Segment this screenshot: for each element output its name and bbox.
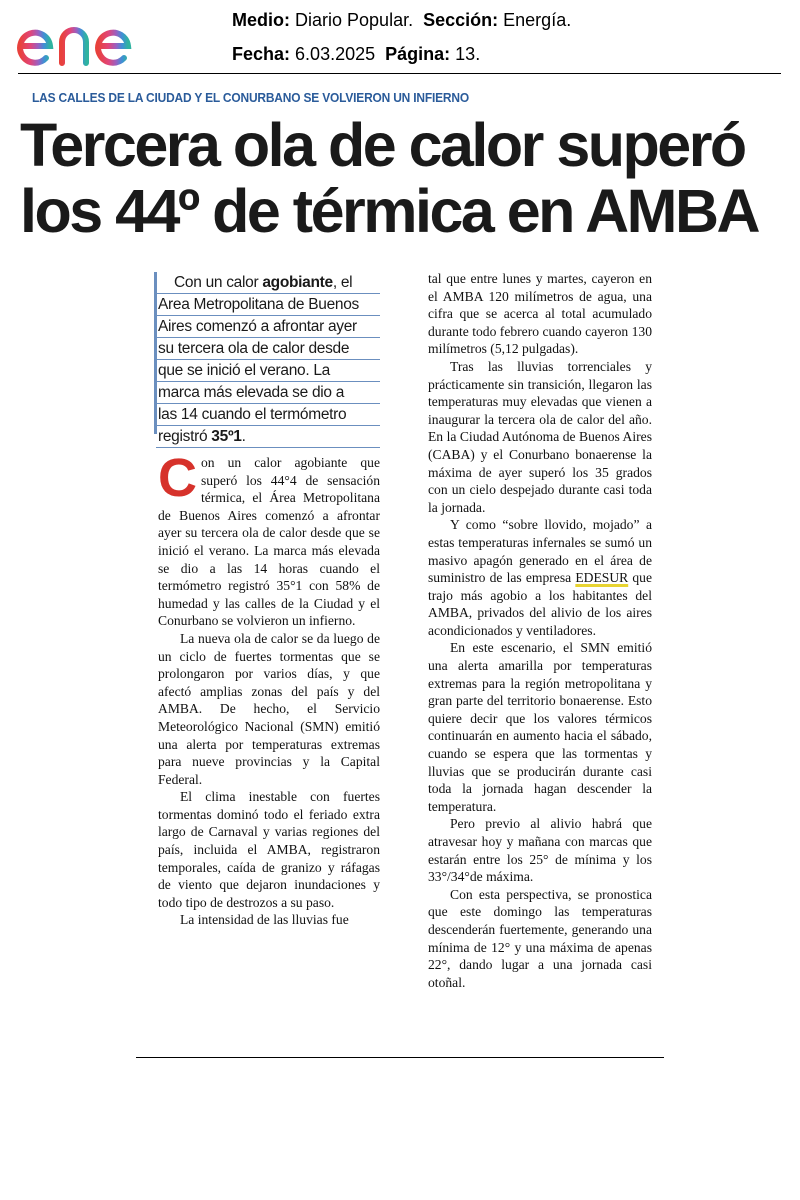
lede-line: marca más elevada se dio a (156, 382, 380, 404)
lede-line: las 14 cuando el termómetro (156, 404, 380, 426)
lede-line: Area Metropolitana de Buenos (156, 294, 380, 316)
kicker: LAS CALLES DE LA CIUDAD Y EL CONURBANO SE VOLVIERON UN INFIERNO (32, 90, 469, 105)
headline (20, 112, 790, 244)
column-right (428, 270, 652, 991)
bottom-divider (136, 1057, 664, 1058)
lede-line: Aires comenzó a afrontar ayer (156, 316, 380, 338)
column-left (158, 448, 380, 929)
paragraph: El clima inestable con fuertes tormentas dominó todo el feriado extra largo de Carnaval y varias regiones del país, incluida el AMBA, registraron temporales, caída de granizo y ráfagas de viento que dejaron inundaciones y todo tipo de destrozos a su paso. (158, 789, 380, 910)
paragraph: Pero previo al alivio habrá que atravesar hoy y mañana con marcas que estarán entre los 25° de mínima y los 33°/34°de máxima. (428, 816, 652, 885)
dropcap: C (158, 448, 197, 508)
lede (156, 272, 380, 448)
paragraph: En este escenario, el SMN emitió una alerta amarilla por temperaturas extremas para la región metropolitana y gran parte del territorio bonaerense. Esto quiere decir que los valores térmicos continuarán en aumento hacia el sábado, cuando se espera que las tormentas y lluvias que se producirán durante casi toda la jornada hagan descender la temperatura. (428, 640, 652, 814)
paragraph: La intensidad de las lluvias fue (180, 912, 349, 928)
header-divider (18, 73, 781, 74)
paragraph: Y como “sobre llovido, mojado” a estas temperaturas infernales se sumó un masivo apagón generado en el área de suministro de las empresa EDESUR que trajo más agobio a los habitantes del AMBA, privados del alivio de los aires acondicionados y ventiladores. (428, 517, 653, 638)
lede-line: su tercera ola de calor desde (156, 338, 380, 360)
lede-line: que se inició el verano. La (156, 360, 380, 382)
medio-label: Medio: (232, 10, 290, 30)
headline-line-1: Tercera ola de calor superó (20, 111, 745, 179)
pagina-value: 13. (455, 44, 481, 64)
meta-line-2 (232, 44, 480, 65)
paragraph: La nueva ola de calor se da luego de un ciclo de fuertes tormentas que se prolongaron por varios días, y que afectó amplias zonas del país y del AMBA. De hecho, el Servicio Meteorológico Nacional (SMN) emitió una alerta por temperaturas extremas para nueve provincias y la Capital Federal. (158, 630, 380, 787)
edesur-highlight: EDESUR (575, 570, 629, 586)
paragraph: Tras las lluvias torrenciales y prácticamente sin transición, llegaron las temperaturas muy elevadas que vienen a inaugurar la tercera ola de calor del año. En la Ciudad Autónoma de Buenos Aires (CABA) y el Conurbano bonaerense la máxima de ayer superó los 35 grados con un cielo despejado durante casi toda la jornada. (428, 358, 652, 515)
meta-line-1 (232, 10, 571, 31)
lede-line: registró 35º1. (156, 426, 380, 448)
paragraph: tal que entre lunes y martes, cayeron en el AMBA 120 milímetros de agua, una cifra que se acerca al total acumulado durante todo febrero cuando cayeron 130 milímetros (5,12 pulgadas). (428, 271, 652, 357)
lede-line: Con un calor agobiante, el (156, 272, 380, 294)
paragraph: Con un calor agobiante que superó los 44°4 de sensación térmica, el Área Metropolitana de Buenos Aires comenzó a afrontar ayer su tercera ola de calor desde que se inició el verano. La marca más elevada se dio a las 14 horas cuando el termómetro registró 35°1 con 58% de humedad y las calles de la Ciudad y el Conurbano se volvieron un infierno. (158, 448, 380, 629)
headline-line-2: los 44º de térmica en AMBA (20, 177, 759, 245)
fecha-label: Fecha: (232, 44, 291, 64)
newspaper-clipping (18, 82, 782, 1002)
medio-value: Diario Popular. (295, 10, 414, 30)
pagina-label: Página: (385, 44, 451, 64)
fecha-value: 6.03.2025 (295, 44, 376, 64)
clipping-header (0, 0, 800, 78)
seccion-label: Sección: (423, 10, 499, 30)
paragraph: Con esta perspectiva, se pronostica que este domingo las temperaturas descenderán fuertemente, generando una mínima de 12° y una máxima de apenas 22°, dando lugar a una jornada casi otoñal. (428, 886, 652, 990)
seccion-value: Energía. (503, 10, 572, 30)
enel-logo (16, 8, 176, 70)
